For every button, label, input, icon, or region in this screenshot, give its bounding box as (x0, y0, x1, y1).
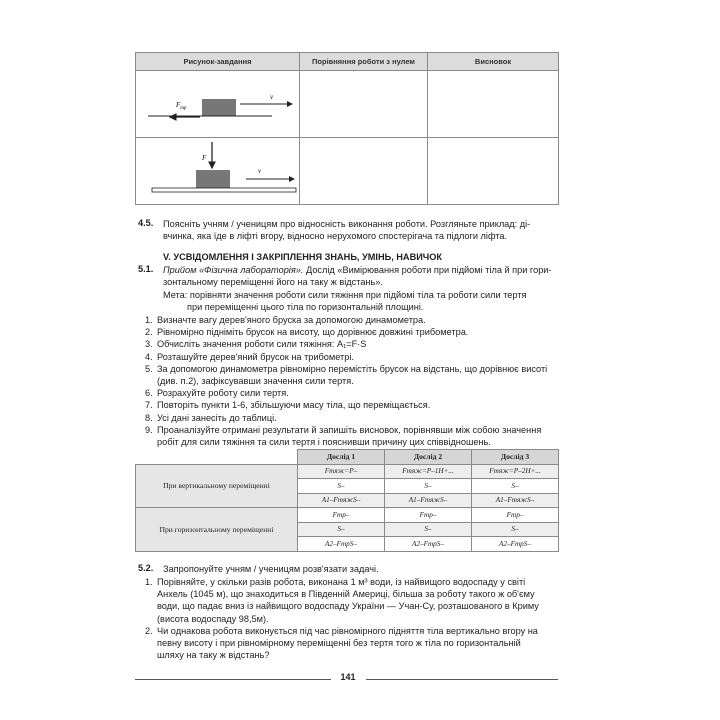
block-shape (202, 99, 236, 116)
figure-cell-vertical-force (136, 138, 300, 205)
results-cell: A1–FтяжS– (385, 493, 472, 508)
procedure-step-number: 8. (145, 412, 153, 423)
results-header-trial-3: Дослід 3 (472, 450, 559, 465)
results-cell: S– (472, 522, 559, 537)
results-cell: Fтр– (472, 508, 559, 523)
procedure-step-text: Обчисліть значення роботи сили тяжіння: A₁=F·S (157, 339, 367, 350)
results-table (135, 449, 559, 552)
task-text: (висота водоспаду 98,5м). (157, 613, 269, 624)
results-cell: A1–FтяжS– (472, 493, 559, 508)
results-cell: A1–FтяжS– (298, 493, 385, 508)
velocity-label: v (258, 167, 262, 175)
block-shape (196, 170, 230, 188)
task-text: Порівняйте, у скільки разів робота, виконана 1 м³ води, із найвищого водоспаду у світі (157, 577, 526, 587)
procedure-step-text: Рівномірно підніміть брусок на висоту, що дорівнює довжині трибометра. (157, 327, 469, 338)
conclusion-cell-1 (428, 71, 559, 138)
section-5-1-intro-line-2: зонтальному переміщенні його на таку ж відстань». (163, 277, 383, 287)
procedure-step-text: Розрахуйте роботу сили тертя. (157, 388, 289, 399)
procedure-step-text: Розташуйте дерев'яний брусок на трибометрі. (157, 351, 354, 362)
results-cell: A2–FтрS– (298, 537, 385, 552)
procedure-step-number: 6. (145, 388, 153, 399)
results-cell: Fтр– (385, 508, 472, 523)
section-5-2-intro: Запропонуйте учням / ученицям розв'язати задачі. (163, 564, 379, 574)
friction-diagram (136, 71, 300, 137)
results-cell: S– (472, 479, 559, 494)
header-figure-task: Рисунок-завдання (136, 53, 300, 71)
results-cell: Fтяж=P–2Н+... (472, 464, 559, 479)
task-text: Чи однакова робота виконується під час рівномірного підняття тіла вертикально вгору на (157, 625, 538, 636)
section-4-5-line-2: вчинка, яка їде в ліфті вгору, відносно нерухомого спостерігача та підлоги ліфта. (163, 231, 508, 241)
results-cell: S– (298, 479, 385, 494)
results-cell: A2–FтрS– (472, 537, 559, 552)
procedure-step-number: 7. (145, 400, 153, 411)
task-text: шляху на таку ж відстань? (157, 650, 270, 661)
results-cell: Fтр– (298, 508, 385, 523)
procedure-step-number: 2. (145, 327, 153, 338)
section-4-5-line-1: Поясніть учням / ученицям про відносність виконання роботи. Розгляньте приклад: ді- (163, 219, 531, 229)
figure-cell-friction (136, 71, 300, 138)
row-vertical-label: При вертикальному переміщенні (136, 464, 298, 508)
results-header-trial-1: Дослід 1 (298, 450, 385, 465)
page-number: 141 (340, 672, 356, 682)
results-cell: S– (385, 522, 472, 537)
results-cell: Fтяж=P–1Н+... (385, 464, 472, 479)
section-v-heading: V. УСВІДОМЛЕННЯ І ЗАКРІПЛЕННЯ ЗНАНЬ, УМІНЬ, НАВИЧОК (163, 252, 443, 262)
task-number: 2. (145, 625, 153, 636)
task-text: води, що падає вниз із найвищого водоспаду України — Учан-Су, розташованого в Криму (157, 601, 539, 612)
procedure-step-text: Повторіть пункти 1-6, збільшуючи масу тіла, що переміщається. (157, 400, 431, 411)
velocity-label: v (270, 93, 274, 101)
procedure-step-text: За допомогою динамометра рівномірно перемістіть брусок на відстань, що дорівнює висоті (157, 363, 548, 374)
section-number-5-1: 5.1. (138, 264, 154, 274)
procedure-step-text: Визначте вагу дерев'яного бруска за допомогою динамометра. (157, 315, 426, 325)
procedure-step-number: 4. (145, 351, 153, 362)
procedure-step-number: 3. (145, 339, 153, 350)
friction-force-label: $F_{тр}$ (176, 101, 187, 111)
vertical-force-diagram (136, 138, 300, 204)
results-cell: Fтяж=P– (298, 464, 385, 479)
procedure-step-text: робіт для сили тяжіння та сили тертя і пояснивши причину цих співвідношень. (157, 437, 491, 447)
surface-plank (152, 188, 296, 192)
force-label: F (202, 154, 207, 162)
procedure-step-number: 9. (145, 424, 153, 435)
task-text: певну висоту і при рівномірному переміщенні без тертя того ж тіла по горизонтальній (157, 638, 521, 648)
goal-line-1: Мета: порівняти значення роботи сили тяжіння при підйомі тіла та роботи сили тертя (163, 290, 527, 300)
header-conclusion: Висновок (428, 53, 559, 71)
results-header-trial-2: Дослід 2 (385, 450, 472, 465)
conclusion-cell-2 (428, 138, 559, 205)
procedure-step-text: Проаналізуйте отримані результати й запишіть висновок, порівнявши між собою значення (157, 424, 542, 435)
results-cell: S– (385, 479, 472, 494)
procedure-step-number: 5. (145, 363, 153, 374)
section-5-1-intro: Прийом «Фізична лабораторія». Дослід «Вимірювання роботи при підйомі тіла й при гори- (163, 265, 552, 275)
results-cell: A2–FтрS– (385, 537, 472, 552)
footer-rule-right (366, 679, 558, 680)
footer-rule-left (135, 679, 331, 680)
task-text: Анхель (1045 м), що знаходиться в Південній Америці, більша за роботу такого ж об'єму (157, 589, 535, 600)
procedure-step-number: 1. (145, 315, 153, 325)
comparison-cell-1 (300, 71, 428, 138)
comparison-cell-2 (300, 138, 428, 205)
section-number-5-2: 5.2. (138, 563, 154, 573)
header-work-comparison: Порівняння роботи з нулем (300, 53, 428, 71)
row-horizontal-label: При горизонтальному переміщенні (136, 508, 298, 552)
goal-line-2: при переміщенні цього тіла по горизонтальній площині. (187, 302, 424, 312)
procedure-step-text: Усі дані занесіть до таблиці. (157, 412, 277, 423)
section-number-4-5: 4.5. (138, 218, 154, 228)
task-number: 1. (145, 577, 153, 587)
results-cell: S– (298, 522, 385, 537)
task-figures-table (135, 52, 559, 205)
procedure-step-text: (див. п.2), зафіксувавши значення сили тертя. (157, 376, 354, 386)
results-header-empty (136, 450, 298, 465)
